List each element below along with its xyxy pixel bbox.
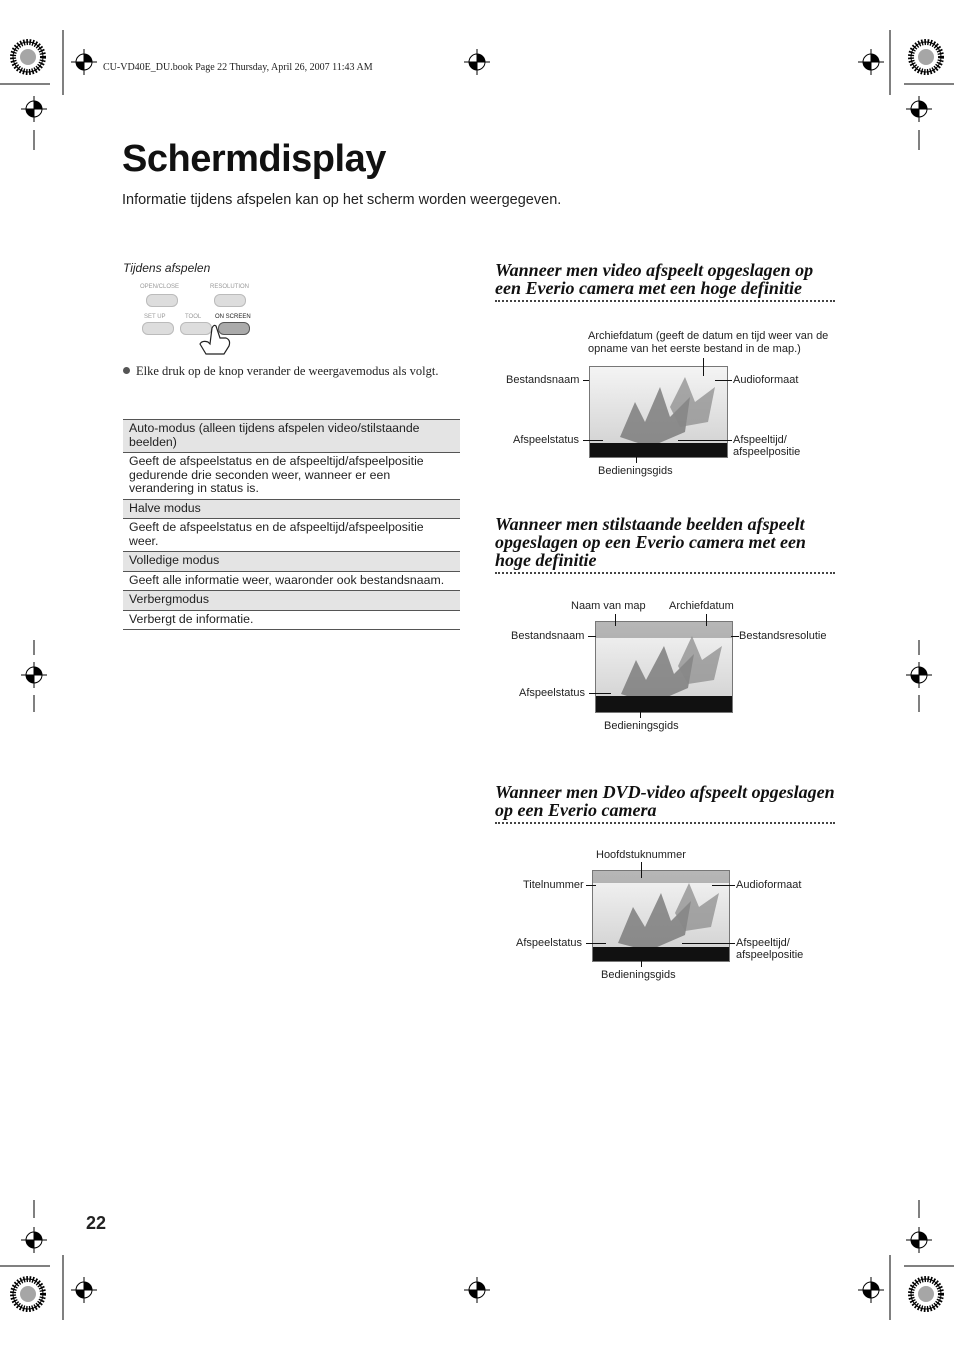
pointing-hand-icon xyxy=(196,324,236,358)
mode-desc: Verbergt de informatie. xyxy=(123,610,460,630)
table-row xyxy=(123,552,460,572)
stills-screen-image xyxy=(595,621,733,713)
mode-name: Verbergmodus xyxy=(123,591,460,611)
bullet-note xyxy=(123,364,453,379)
resolution-button xyxy=(214,294,246,307)
bullet-icon xyxy=(123,367,130,374)
leader-line xyxy=(583,440,603,441)
page-number: 22 xyxy=(86,1213,107,1233)
leader-line xyxy=(703,358,704,376)
leader-line xyxy=(615,614,616,626)
leader-line xyxy=(715,380,732,381)
mode-desc: Geeft alle informatie weer, waaronder ook bestandsnaam. xyxy=(123,571,460,591)
dvd-screen-image xyxy=(592,870,730,962)
set-up-button xyxy=(142,322,174,335)
label-play-time: Afspeeltijd/ xyxy=(733,434,787,446)
table-row xyxy=(123,519,460,552)
leader-line xyxy=(706,614,707,626)
leader-line xyxy=(589,693,611,694)
table-row xyxy=(123,453,460,500)
leader-line xyxy=(636,445,637,463)
bullet-note-text: Elke druk op de knop verander de weergavemodus als volgt. xyxy=(136,364,439,378)
label-audio-format: Audioformaat xyxy=(736,879,802,891)
table-row xyxy=(123,420,460,453)
label-filename: Bestandsnaam xyxy=(511,630,585,642)
tool-label: TOOL xyxy=(185,314,202,320)
video-screen-image xyxy=(589,366,728,458)
mode-desc: Geeft de afspeelstatus en de afspeeltijd/afspeelpositie weer. xyxy=(123,519,460,552)
table-row xyxy=(123,610,460,630)
leader-line xyxy=(588,636,596,637)
leader-line xyxy=(586,943,606,944)
mode-name: Auto-modus (alleen tijdens afspelen video/stilstaande beelden) xyxy=(123,420,460,453)
table-row xyxy=(123,499,460,519)
leader-line xyxy=(640,700,641,718)
mode-name: Halve modus xyxy=(123,499,460,519)
label-play-time: Afspeeltijd/ xyxy=(736,937,790,949)
mode-desc: Geeft de afspeelstatus en de afspeeltijd/afspeelpositie gedurende drie seconden weer, wanneer er een verandering in status is. xyxy=(123,453,460,500)
leader-line xyxy=(641,862,642,878)
control-bar xyxy=(590,443,727,457)
label-archive-date: Archiefdatum (geeft de datum en tijd weer van de opname van het eerste bestand in de map.) xyxy=(588,330,829,355)
mode-name: Volledige modus xyxy=(123,552,460,572)
leader-line xyxy=(678,440,732,441)
table-row xyxy=(123,591,460,611)
page-title: Schermdisplay xyxy=(122,138,386,180)
label-audio-format: Audioformaat xyxy=(733,374,799,386)
on-screen-label: ON SCREEN xyxy=(215,314,251,320)
leader-line xyxy=(641,951,642,967)
label-play-position: afspeelpositie xyxy=(736,949,804,961)
label-archive-date: Archiefdatum xyxy=(669,600,734,612)
label-play-status: Afspeelstatus xyxy=(516,937,583,949)
open-close-button xyxy=(146,294,178,307)
label-chapter: Hoofdstuknummer xyxy=(596,849,686,861)
book-header: CU-VD40E_DU.book Page 22 Thursday, April 26, 2007 11:43 AM xyxy=(103,62,373,73)
leader-line xyxy=(682,943,735,944)
section-title-stills: Wanneer men stilstaande beelden afspeelt opgeslagen op een Everio camera met een hoge definitie xyxy=(495,515,835,574)
leader-line xyxy=(583,380,589,381)
intro-text: Informatie tijdens afspelen kan op het scherm worden weergegeven. xyxy=(122,192,562,208)
remote-caption: Tijdens afspelen xyxy=(123,261,211,275)
section-title-video: Wanneer men video afspeelt opgeslagen op een Everio camera met een hoge definitie xyxy=(495,261,835,302)
label-guide: Bedieningsgids xyxy=(598,465,673,477)
label-guide: Bedieningsgids xyxy=(604,720,679,732)
control-bar xyxy=(593,947,729,961)
leader-line xyxy=(731,636,739,637)
label-play-status: Afspeelstatus xyxy=(513,434,580,446)
remote-illustration xyxy=(138,284,268,356)
set-up-label: SET UP xyxy=(144,314,166,320)
label-title-number: Titelnummer xyxy=(523,879,584,891)
label-filename: Bestandsnaam xyxy=(506,374,580,386)
modes-table xyxy=(123,419,460,630)
section-title-dvd: Wanneer men DVD-video afspeelt opgeslagen op een Everio camera xyxy=(495,783,835,824)
open-close-label: OPEN/CLOSE xyxy=(140,284,180,290)
label-folder-name: Naam van map xyxy=(571,600,646,612)
resolution-label: RESOLUTION xyxy=(210,284,250,290)
label-play-position: afspeelpositie xyxy=(733,446,801,458)
table-row xyxy=(123,571,460,591)
label-guide: Bedieningsgids xyxy=(601,969,676,981)
control-bar xyxy=(596,696,732,712)
leader-line xyxy=(586,885,596,886)
label-play-status: Afspeelstatus xyxy=(519,687,586,699)
label-resolution: Bestandsresolutie xyxy=(739,630,827,642)
leader-line xyxy=(712,885,735,886)
